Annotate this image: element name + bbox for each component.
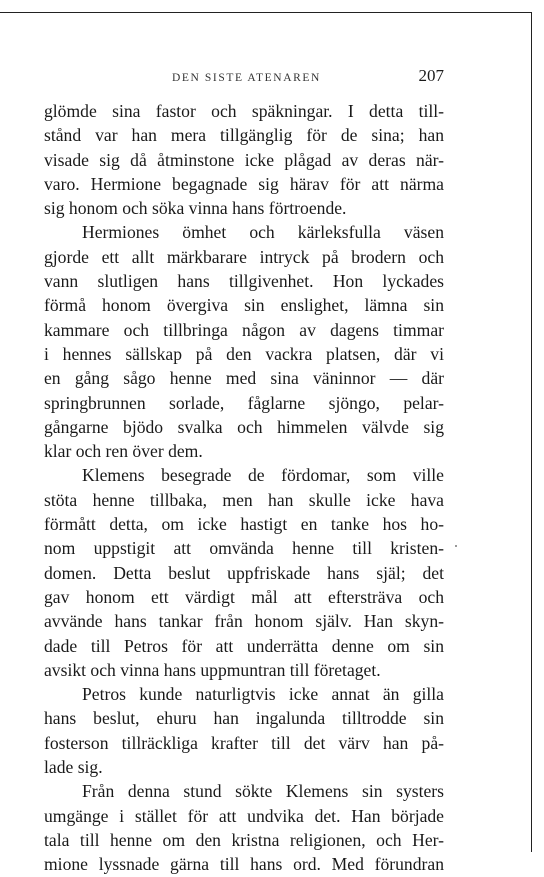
- text-line: tala till henne om den kristna religionen, och Her-: [44, 829, 444, 850]
- paragraph-first-line: Från denna stund sökte Klemens sin systers: [82, 781, 444, 802]
- paragraph-first-line: Klemens besegrade de fördomar, som ville: [82, 465, 444, 486]
- page-header: [44, 66, 444, 90]
- text-line: hans beslut, ehuru han ingalunda tilltrodde sin: [44, 708, 444, 729]
- print-speck: [455, 545, 457, 547]
- text-line: gjorde ett allt märkbarare intryck på brodern och: [44, 246, 444, 267]
- page-edge-top-rule: [0, 12, 531, 13]
- text-line: glömde sina fastor och späkningar. I detta till-: [44, 101, 444, 121]
- text-line: gångarne bjödo svalka och himmelen välvde sig: [44, 416, 444, 437]
- text-line: gav honom ett värdigt mål att eftersträva och: [44, 586, 444, 607]
- text-line: springbrunnen sorlade, fåglarne sjöngo, pelar-: [44, 392, 444, 413]
- paragraph-first-line: Petros kunde naturligtvis icke annat än gilla: [82, 684, 444, 705]
- text-line: umgänge i stället för att undvika det. Han började: [44, 805, 444, 826]
- page-number: 207: [418, 66, 444, 85]
- text-line: domen. Detta beslut uppfriskade hans själ; det: [44, 562, 444, 583]
- page-edge-right-rule: [531, 12, 532, 852]
- text-line: stöta henne tillbaka, men han skulle icke hava: [44, 489, 444, 510]
- text-line: mione lyssnade gärna till hans ord. Med förundran: [44, 854, 444, 875]
- text-line: i hennes sällskap på den vackra platsen, där vi: [44, 343, 444, 364]
- text-line: avvände hans tankar från honom själv. Han skyn-: [44, 611, 444, 632]
- body-text: [44, 99, 444, 877]
- paragraph-first-line: Hermiones ömhet och kärleksfulla väsen: [82, 222, 444, 243]
- text-line: varo. Hermione begagnade sig härav för att närma: [44, 173, 444, 194]
- text-line: visade sig då åtminstone icke plågad av deras när-: [44, 149, 444, 170]
- running-title: DEN SISTE ATENAREN: [172, 72, 321, 84]
- paragraph-end-line: avsikt och vinna hans uppmuntran till företaget.: [44, 659, 381, 680]
- text-line: stånd var han mera tillgänglig för de sina; han: [44, 125, 444, 146]
- text-line: kammare och tillbringa någon av dagens timmar: [44, 319, 444, 340]
- text-line: nom uppstigit att omvända henne till kristen-: [44, 538, 444, 559]
- paragraph-end-line: sig honom och söka vinna hans förtroende.: [44, 198, 347, 219]
- text-line: förmått detta, om icke hastigt en tanke hos ho-: [44, 514, 444, 535]
- text-line: förmå honom övergiva sin enslighet, lämna sin: [44, 295, 444, 316]
- paragraph-end-line: lade sig.: [44, 757, 103, 778]
- text-line: fosterson tillräckliga krafter till det värv han på-: [44, 732, 444, 753]
- text-line: vann slutligen hans tillgivenhet. Hon lyckades: [44, 271, 444, 292]
- text-line: en gång sågo henne med sina väninnor — där: [44, 368, 444, 389]
- paragraph-end-line: klar och ren över dem.: [44, 441, 203, 462]
- text-line: dade till Petros för att underrätta denne om sin: [44, 635, 444, 656]
